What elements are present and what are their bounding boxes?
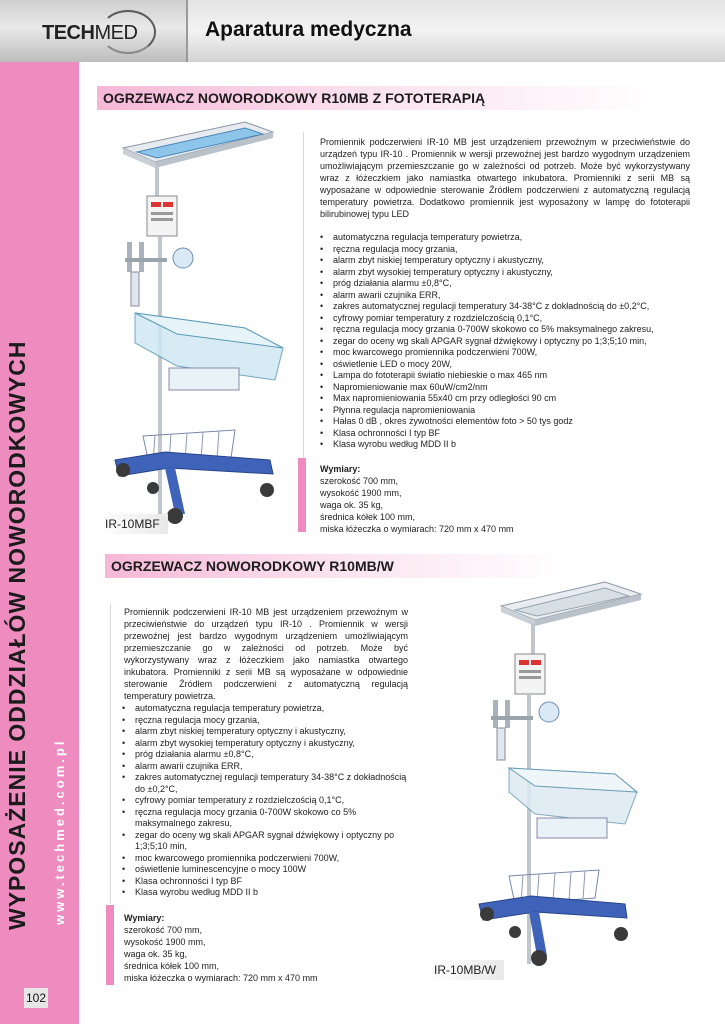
- header-divider: [186, 0, 188, 62]
- section1-divider-line: [303, 132, 304, 458]
- feature-item: • moc kwarcowego promiennika podczerwieni 700W,: [319, 347, 679, 359]
- sidebar-category-title: WYPOSAŻENIE ODDZIAŁÓW NOWORODKOWYCH: [4, 340, 30, 930]
- feature-item: • zegar do oceny wg skali APGAR sygnał dźwiękowy i optyczny po 1;3;5;10 min,: [319, 336, 679, 348]
- gas-flowmeters-icon: [491, 700, 533, 760]
- warmer-illustration-1: [95, 118, 300, 528]
- dimension-line: wysokość 1900 mm,: [124, 937, 206, 947]
- section1-divider-background: [300, 132, 308, 458]
- feature-item: • Napromieniowanie max 60uW/cm2/nm: [319, 382, 679, 394]
- feature-item: • alarm zbyt niskiej temperatury optyczny i akustyczny,: [319, 255, 679, 267]
- feature-item: • zegar do oceny wg skali APGAR sygnał dźwiękowy i optyczny po 1;3;5;10 min,: [121, 830, 411, 853]
- feature-item: • Płynna regulacja napromieniowania: [319, 405, 679, 417]
- dimension-line: szerokość 700 mm,: [320, 476, 399, 486]
- page-title: Aparatura medyczna: [205, 18, 412, 41]
- dimension-line: szerokość 700 mm,: [124, 925, 203, 935]
- logo-light-text: MED: [94, 22, 138, 44]
- feature-item: • ręczna regulacja mocy grzania 0-700W skokowo co 5% maksymalnego zakresu,: [319, 324, 679, 336]
- feature-item: • Klasa ochronności I typ BF: [319, 428, 679, 440]
- mobile-base-icon: [479, 896, 628, 966]
- radiant-heater-head-icon: [123, 122, 273, 168]
- feature-item: • Hałas 0 dB , okres żywotności elementów foto > 50 tys godz: [319, 416, 679, 428]
- section2-feature-list: [121, 703, 411, 899]
- section1-dimensions-values: [320, 475, 600, 535]
- section2-divider-line: [110, 604, 111, 904]
- feature-item: • moc kwarcowego promiennika podczerwieni 700W,: [121, 853, 411, 865]
- feature-item: • automatyczna regulacja temperatury powietrza,: [121, 703, 411, 715]
- feature-item: • alarm zbyt wysokiej temperatury optyczny i akustyczny,: [319, 267, 679, 279]
- section2-dimensions-values: [124, 924, 404, 984]
- control-unit-icon: [147, 196, 177, 236]
- bassinet-icon: [135, 313, 283, 390]
- section1-model-tag: IR-10MBF: [97, 514, 168, 534]
- section1-dimensions-label: Wymiary:: [320, 464, 361, 474]
- feature-item: • alarm awarii czujnika ERR,: [319, 290, 679, 302]
- radiant-heater-head-icon: [501, 582, 641, 626]
- dimension-line: waga ok. 35 kg,: [124, 949, 188, 959]
- section1-heading: OGRZEWACZ NOWORODKOWY R10MB Z FOTOTERAPIĄ: [97, 86, 663, 110]
- section1-description: Promiennik podczerwieni IR-10 MB jest urządzeniem przewoźnym w przeciwieństwie do urządzeń typu IR-10 . Promiennik w wersji przewoźnej jest bardzo wygodnym urządzeniem umożliwiającym przemieszczanie go w zależności od potrzeb. Może być wykorzystywany wraz z łóżeczkiem jako namiastka otwartego inkubatora. Promienniki z serii MB są wyposażane w odpowiednie sterowanie Źródłem podczerwieni z automatyczną regulacją temperatury powietrza. Dodatkowo promiennik jest wyposażony w lampę do fototerapii bilirubinowej typu LED: [320, 137, 690, 219]
- dimension-line: średnica kółek 100 mm,: [124, 961, 220, 971]
- feature-item: • próg działania alarmu ±0,8°C,: [121, 749, 411, 761]
- section2-dimensions-label: Wymiary:: [124, 913, 165, 923]
- feature-item: • Klasa wyrobu według MDD II b: [319, 439, 679, 451]
- feature-item: • ręczna regulacja mocy grzania 0-700W skokowo co 5% maksymalnego zakresu,: [121, 807, 411, 830]
- control-unit-icon: [515, 654, 545, 694]
- logo-bold-text: TECH: [42, 22, 95, 44]
- dimension-line: wysokość 1900 mm,: [320, 488, 402, 498]
- techmed-logo: [42, 22, 137, 45]
- feature-item: • Klasa wyrobu według MDD II b: [121, 887, 411, 899]
- feature-item: • alarm zbyt niskiej temperatury optyczny i akustyczny,: [121, 726, 411, 738]
- section1-pink-accent: [298, 458, 306, 532]
- feature-item: • cyfrowy pomiar temperatury z rozdzielczością 0,1°C,: [121, 795, 411, 807]
- feature-item: • Lampa do fototerapii światło niebieskie o max 465 nm: [319, 370, 679, 382]
- feature-item: • cyfrowy pomiar temperatury z rozdzielczością 0,1°C,: [319, 313, 679, 325]
- feature-item: • oświetlenie luminescencyjne o mocy 100W: [121, 864, 411, 876]
- dimension-line: średnica kółek 100 mm,: [320, 512, 416, 522]
- feature-item: • ręczna regulacja mocy grzania,: [121, 715, 411, 727]
- dimension-line: waga ok. 35 kg,: [320, 500, 384, 510]
- dimension-line: miska łóżeczka o wymiarach: 720 mm x 470 mm: [320, 524, 514, 534]
- feature-item: • alarm awarii czujnika ERR,: [121, 761, 411, 773]
- section2-dimensions: [124, 912, 404, 984]
- sidebar-website-url: www.techmed.com.pl: [52, 738, 67, 925]
- feature-item: • zakres automatycznej regulacji temperatury 34-38°C z dokładnością do ±0,2°C,: [121, 772, 411, 795]
- feature-item: • próg działania alarmu ±0,8°C,: [319, 278, 679, 290]
- section1-dimensions: [320, 463, 600, 535]
- section2-heading: OGRZEWACZ NOWORODKOWY R10MB/W: [105, 554, 571, 578]
- section2-description: Promiennik podczerwieni IR-10 MB jest urządzeniem przewoźnym w przeciwieństwie do urządzeń typu IR-10 . Promiennik w wersji przewoźnej jest bardzo wygodnym urządzeniem umożliwiającym przemieszczanie go w zależności od potrzeb. Może być wykorzystywany wraz z łóżeczkiem jako namiastka otwartego inkubatora. Promienniki z serii MB są wyposażane w odpowiednie sterowanie Źródłem podczerwieni z automatyczną regulacją temperatury powietrza.: [124, 607, 408, 701]
- feature-item: • ręczna regulacja mocy grzania,: [319, 244, 679, 256]
- feature-item: • oświetlenie LED o mocy 20W,: [319, 359, 679, 371]
- feature-item: • Max napromieniowania 55x40 cm przy odległości 90 cm: [319, 393, 679, 405]
- section1-feature-list: [319, 232, 679, 451]
- section2-pink-accent: [106, 905, 114, 985]
- feature-item: • alarm zbyt wysokiej temperatury optyczny i akustyczny,: [121, 738, 411, 750]
- feature-item: • Klasa ochronności I typ BF: [121, 876, 411, 888]
- dimension-line: miska łóżeczka o wymiarach: 720 mm x 470 mm: [124, 973, 318, 983]
- feature-item: • zakres automatycznej regulacji temperatury 34-38°C z dokładnością do ±0,2°C,: [319, 301, 679, 313]
- section2-model-tag: IR-10MB/W: [426, 960, 504, 980]
- warmer-illustration-2: [465, 578, 655, 970]
- feature-item: • automatyczna regulacja temperatury powietrza,: [319, 232, 679, 244]
- page-number: 102: [24, 988, 48, 1008]
